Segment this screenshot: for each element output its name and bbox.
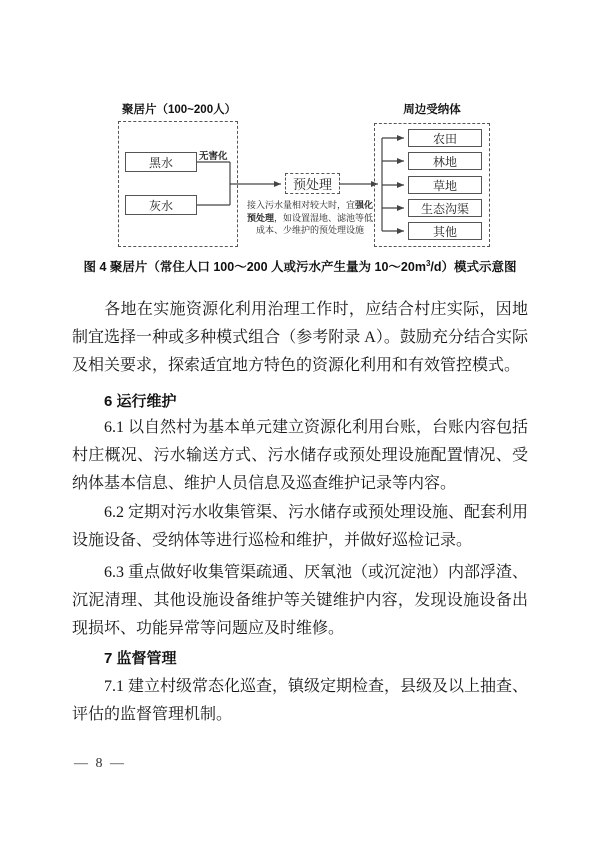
node-pretreatment: 预处理 <box>285 173 340 194</box>
paragraph-6-2: 6.2 定期对污水收集管渠、污水储存或预处理设施、配套利用设施设备、受纳体等进行巡检和维护，并做好巡检记录。 <box>72 504 529 549</box>
node-grassland: 草地 <box>408 176 482 194</box>
harmless-treatment-label: 无害化 <box>199 151 228 162</box>
superscript-3: 3 <box>425 258 431 268</box>
section-7-heading: 7 监督管理 <box>104 650 177 667</box>
node-farmland: 农田 <box>408 129 482 147</box>
paragraph-7-1: 7.1 建立村级常态化巡查，镇级定期检查，县级及以上抽查、评估的监督管理机制。 <box>72 678 529 723</box>
paragraph-intro: 各地在实施资源化利用治理工作时，应结合村庄实际，因地制宜选择一种或多种模式组合（参考附录 A）。鼓励充分结合实际及相关要求，探索适宜地方特色的资源化利用和有效管控模式。 <box>72 301 528 374</box>
paragraph-6-3: 6.3 重点做好收集管渠疏通、厌氧池（或沉淀池）内部浮渣、沉泥清理、其他设施设备维护等关键维护内容，发现设施设备出现损坏、功能异常等问题应及时维修。 <box>72 564 529 637</box>
page-number: — 8 — <box>74 756 126 771</box>
pretreatment-note-line2: 预处理，如设置湿地、滤池等低 <box>246 212 374 223</box>
node-other: 其他 <box>408 222 482 240</box>
paragraph-6-1: 6.1 以自然村为基本单元建立资源化利用台账，台账内容包括村庄概况、污水输送方式、污水储存或预处理设施配置情况、受纳体基本信息、维护人员信息及巡查维护记录等内容。 <box>72 419 529 492</box>
pretreatment-note-line3: 成本、少维护的预处理设施 <box>255 225 364 235</box>
section-6-heading: 6 运行维护 <box>104 393 177 410</box>
node-black-water: 黑水 <box>125 152 197 172</box>
pretreatment-note <box>234 199 386 237</box>
node-grey-water: 灰水 <box>125 195 197 215</box>
node-eco-ditch: 生态沟渠 <box>408 199 482 217</box>
node-forest: 林地 <box>408 152 482 170</box>
figure-4-caption: 图 4 聚居片（常住人口 100～200 人或污水产生量为 $10\sim 20m^3/d$）模式示意图 <box>83 258 517 274</box>
cluster-dashed-box <box>118 121 238 247</box>
receivers-title: 周边受纳体 <box>403 104 461 116</box>
pretreatment-note-line1: 接入污水量相对较大时，宜强化 <box>246 200 374 210</box>
cluster-title: 聚居片（100~200人） <box>122 104 237 116</box>
